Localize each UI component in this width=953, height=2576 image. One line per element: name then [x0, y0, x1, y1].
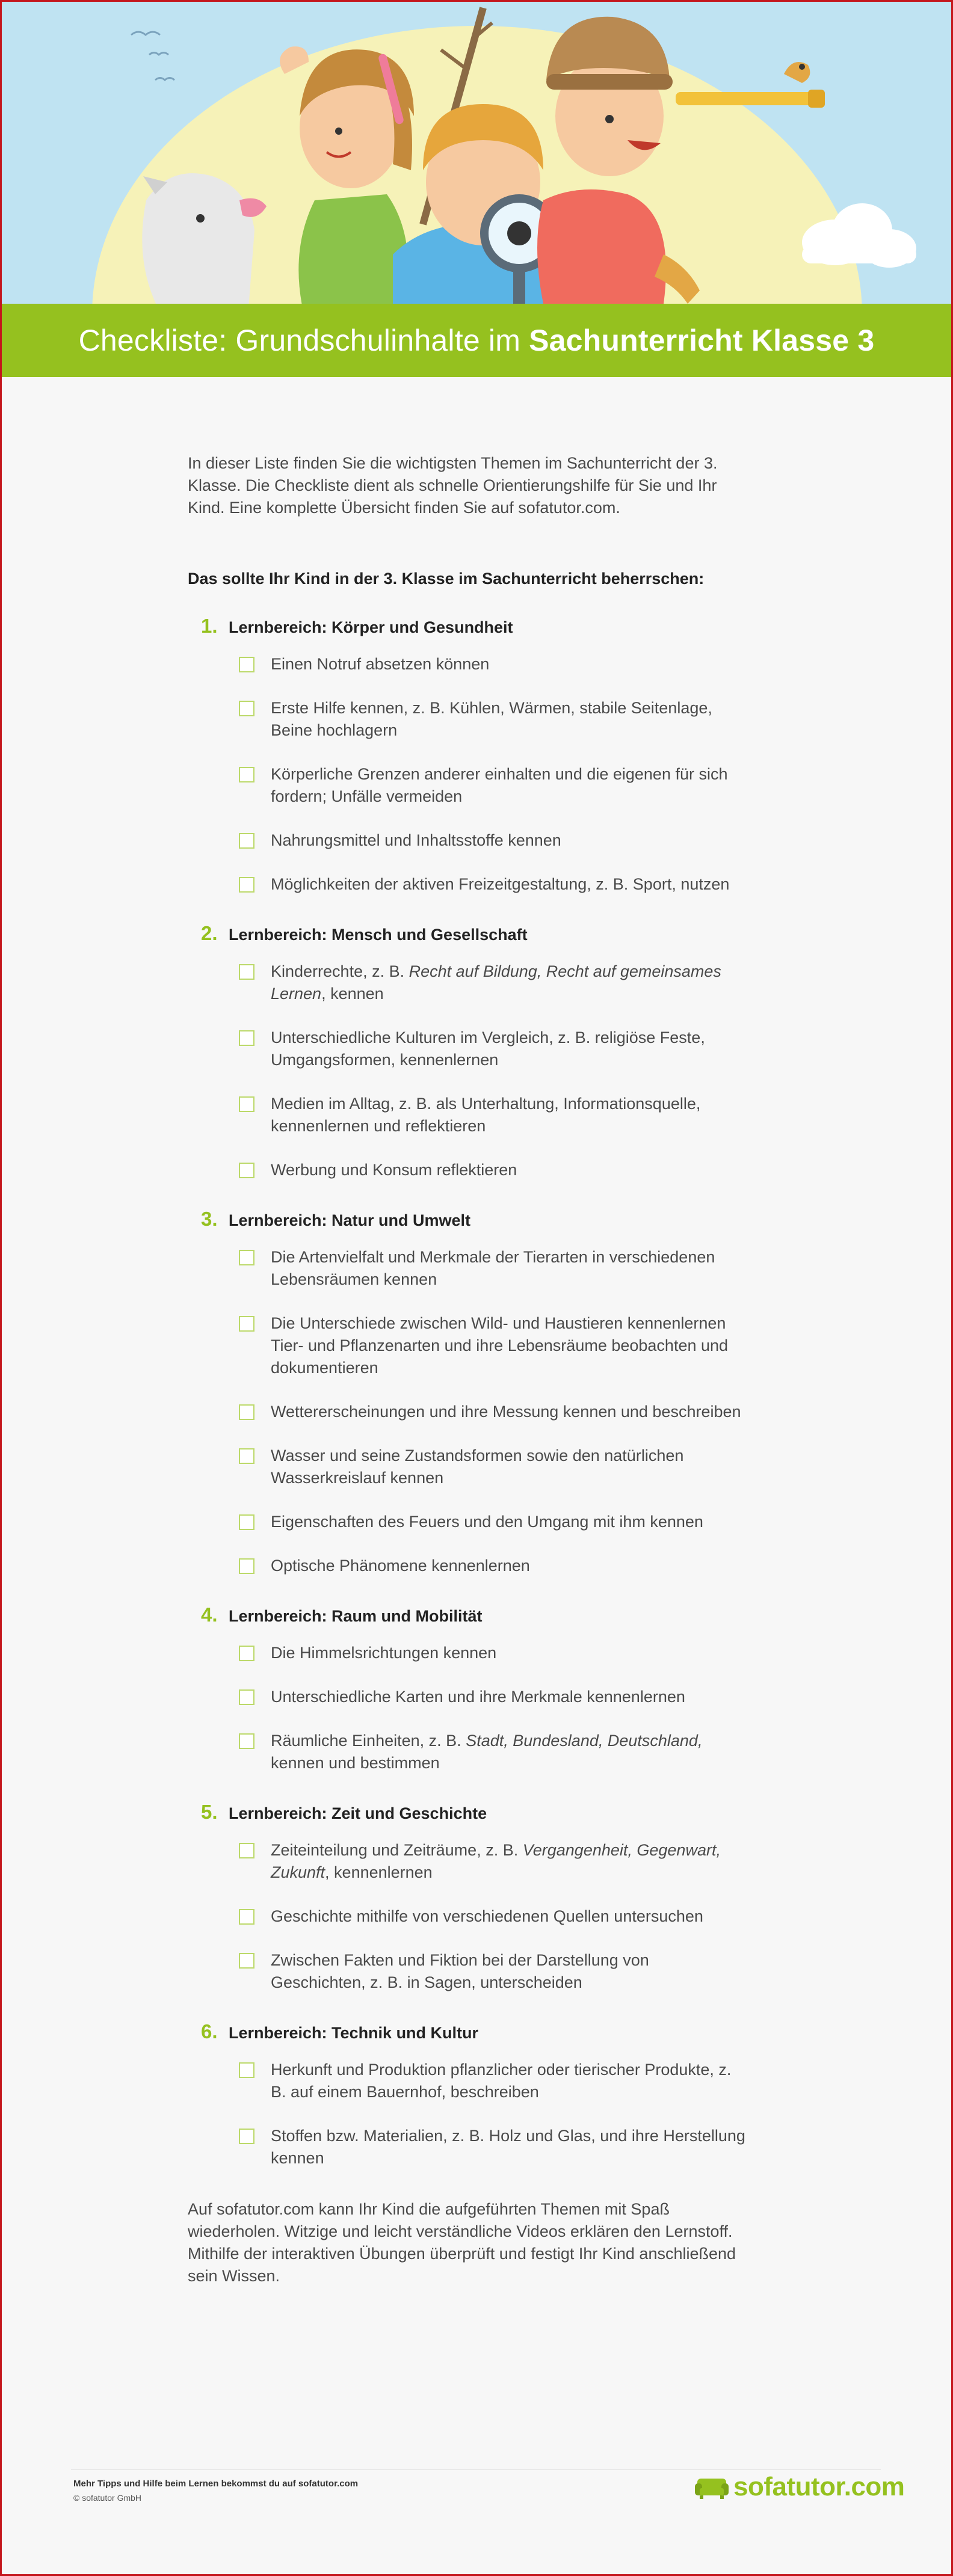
checklist-item — [239, 1246, 747, 1291]
sofa-icon — [695, 2474, 729, 2500]
checklist-item — [239, 1511, 747, 1533]
checkbox[interactable] — [239, 657, 254, 672]
section-mensch-gesellschaft — [188, 922, 747, 1181]
page-title-regular: Checkliste: Grundschulinhalte im — [78, 324, 521, 357]
item-text: Wasser und seine Zustandsformen sowie den natürlichen Wasserkreislauf kennen — [271, 1446, 684, 1487]
item-text: Medien im Alltag, z. B. als Unterhaltung, Informationsquelle, kennenlernen und reflektieren — [271, 1095, 701, 1135]
page-title-bold: Sachunterricht Klasse 3 — [529, 324, 875, 357]
checkbox[interactable] — [239, 1316, 254, 1332]
checklist-item — [239, 1642, 747, 1664]
item-text: Kinderrechte, z. B. Recht auf Bildung, Recht auf gemeinsames Lernen, kennen — [271, 962, 721, 1003]
item-text: Nahrungsmittel und Inhaltsstoffe kennen — [271, 831, 561, 849]
lead-heading: Das sollte Ihr Kind in der 3. Klasse im Sachunterricht beherrschen: — [188, 570, 705, 588]
item-italic: Stadt, Bundesland, Deutschland, — [466, 1732, 703, 1750]
checkbox[interactable] — [239, 1163, 254, 1178]
section-number: 4. — [201, 1603, 218, 1626]
sofatutor-logo[interactable] — [695, 2472, 904, 2502]
section-title: Lernbereich: Natur und Umwelt — [229, 1211, 471, 1229]
section-title: Lernbereich: Mensch und Gesellschaft — [229, 926, 528, 944]
item-text: Wettererscheinungen und ihre Messung kennen und beschreiben — [271, 1403, 741, 1421]
checklist-item — [239, 1312, 747, 1379]
item-text: Einen Notruf absetzen können — [271, 655, 490, 673]
outro-text: Auf sofatutor.com kann Ihr Kind die aufgeführten Themen mit Spaß wiederholen. Witzige und leicht verständliche Videos erklären den Lernstoff. Mithilfe der interaktiven Übungen überprüft und festigt Ihr Kind anschließend sein Wissen. — [188, 2200, 736, 2285]
checklist-item — [239, 1839, 747, 1884]
checkbox[interactable] — [239, 2129, 254, 2144]
checklist-content — [188, 452, 747, 2304]
item-text: Möglichkeiten der aktiven Freizeitgestaltung, z. B. Sport, nutzen — [271, 875, 730, 893]
item-italic: Recht auf Bildung, Recht auf gemeinsames Lernen — [271, 962, 721, 1003]
checkbox[interactable] — [239, 1404, 254, 1420]
checkbox[interactable] — [239, 964, 254, 980]
section-zeit-geschichte — [188, 1801, 747, 1994]
checklist-item — [239, 2059, 747, 2103]
checklist-item — [239, 1905, 747, 1928]
item-italic: Vergangenheit, Gegenwart, Zukunft — [271, 1841, 721, 1881]
section-title: Lernbereich: Zeit und Geschichte — [229, 1804, 487, 1822]
checklist-item — [239, 1093, 747, 1137]
checkbox[interactable] — [239, 1646, 254, 1661]
checklist-item — [239, 873, 747, 896]
checklist-item — [239, 653, 747, 675]
checkbox[interactable] — [239, 1030, 254, 1046]
checkbox[interactable] — [239, 1689, 254, 1705]
checkbox[interactable] — [239, 833, 254, 849]
item-text: Unterschiedliche Karten und ihre Merkmale kennenlernen — [271, 1688, 685, 1706]
item-text: Stoffen bzw. Materialien, z. B. Holz und Glas, und ihre Herstellung kennen — [271, 2127, 745, 2167]
section-number: 3. — [201, 1208, 218, 1230]
checkbox[interactable] — [239, 1953, 254, 1969]
checklist-item — [239, 1730, 747, 1774]
logo-text: sofatutor.com — [733, 2472, 905, 2501]
checkbox[interactable] — [239, 1250, 254, 1265]
checkbox[interactable] — [239, 701, 254, 716]
checklist-item — [239, 1445, 747, 1489]
checklist-item — [239, 697, 747, 742]
section-natur-umwelt — [188, 1208, 747, 1577]
section-number: 5. — [201, 1801, 218, 1823]
title-banner — [2, 304, 951, 377]
section-raum-mobilitaet — [188, 1603, 747, 1774]
footer-copyright: © sofatutor GmbH — [73, 2493, 142, 2503]
checkbox[interactable] — [239, 1843, 254, 1858]
section-number: 6. — [201, 2020, 218, 2043]
item-text: Werbung und Konsum reflektieren — [271, 1161, 517, 1179]
item-text: Räumliche Einheiten, z. B. Stadt, Bundesland, Deutschland, kennen und bestimmen — [271, 1732, 703, 1772]
footer-tip: Mehr Tipps und Hilfe beim Lernen bekommst du auf sofatutor.com — [73, 2479, 359, 2489]
checklist-item — [239, 1401, 747, 1423]
checklist-item — [239, 961, 747, 1005]
checklist-item — [239, 1555, 747, 1577]
checklist-item — [239, 1686, 747, 1708]
section-number: 1. — [201, 615, 218, 637]
section-technik-kultur — [188, 2020, 747, 2169]
checklist-item — [239, 2125, 747, 2169]
checkbox[interactable] — [239, 1448, 254, 1464]
item-text: Optische Phänomene kennenlernen — [271, 1557, 530, 1575]
checkbox[interactable] — [239, 877, 254, 893]
item-text: Eigenschaften des Feuers und den Umgang mit ihm kennen — [271, 1513, 703, 1531]
checkbox[interactable] — [239, 2062, 254, 2078]
checkbox[interactable] — [239, 1909, 254, 1925]
checkbox[interactable] — [239, 767, 254, 782]
item-text: Zeiteinteilung und Zeiträume, z. B. Vergangenheit, Gegenwart, Zukunft, kennenlernen — [271, 1841, 721, 1881]
section-title: Lernbereich: Körper und Gesundheit — [229, 618, 513, 636]
checklist-item — [239, 1159, 747, 1181]
item-text: Herkunft und Produktion pflanzlicher oder tierischer Produkte, z. B. auf einem Bauernhof, beschreiben — [271, 2061, 732, 2101]
section-number: 2. — [201, 922, 218, 944]
section-title: Lernbereich: Technik und Kultur — [229, 2024, 479, 2042]
item-text: Die Himmelsrichtungen kennen — [271, 1644, 497, 1662]
item-text: Geschichte mithilfe von verschiedenen Quellen untersuchen — [271, 1907, 703, 1925]
item-text: Unterschiedliche Kulturen im Vergleich, z. B. religiöse Feste, Umgangsformen, kennenlernen — [271, 1028, 705, 1069]
item-text: Die Artenvielfalt und Merkmale der Tierarten in verschiedenen Lebensräumen kennen — [271, 1248, 715, 1288]
checkbox[interactable] — [239, 1558, 254, 1574]
hero-illustration — [2, 2, 951, 304]
checklist-item — [239, 1949, 747, 1994]
item-text: Die Unterschiede zwischen Wild- und Haustieren kennenlernen Tier- und Pflanzenarten und ihre Lebensräume beobachten und dokumentieren — [271, 1314, 729, 1377]
item-text: Zwischen Fakten und Fiktion bei der Darstellung von Geschichten, z. B. in Sagen, unterscheiden — [271, 1951, 649, 1991]
checkbox[interactable] — [239, 1096, 254, 1112]
item-text: Erste Hilfe kennen, z. B. Kühlen, Wärmen, stabile Seitenlage, Beine hochlagern — [271, 699, 712, 739]
section-koerper-gesundheit — [188, 615, 747, 896]
checkbox[interactable] — [239, 1733, 254, 1749]
item-text: Körperliche Grenzen anderer einhalten und die eigenen für sich fordern; Unfälle vermeiden — [271, 765, 728, 805]
intro-text: In dieser Liste finden Sie die wichtigsten Themen im Sachunterricht der 3. Klasse. Die Checkliste dient als schnelle Orientierungshilfe für Sie und Ihr Kind. Eine komplette Übersicht finden Sie auf sofatutor.com. — [188, 454, 718, 517]
section-title: Lernbereich: Raum und Mobilität — [229, 1607, 483, 1625]
checklist-item — [239, 1027, 747, 1071]
checkbox[interactable] — [239, 1514, 254, 1530]
checklist-item — [239, 829, 747, 852]
checklist-item — [239, 763, 747, 808]
